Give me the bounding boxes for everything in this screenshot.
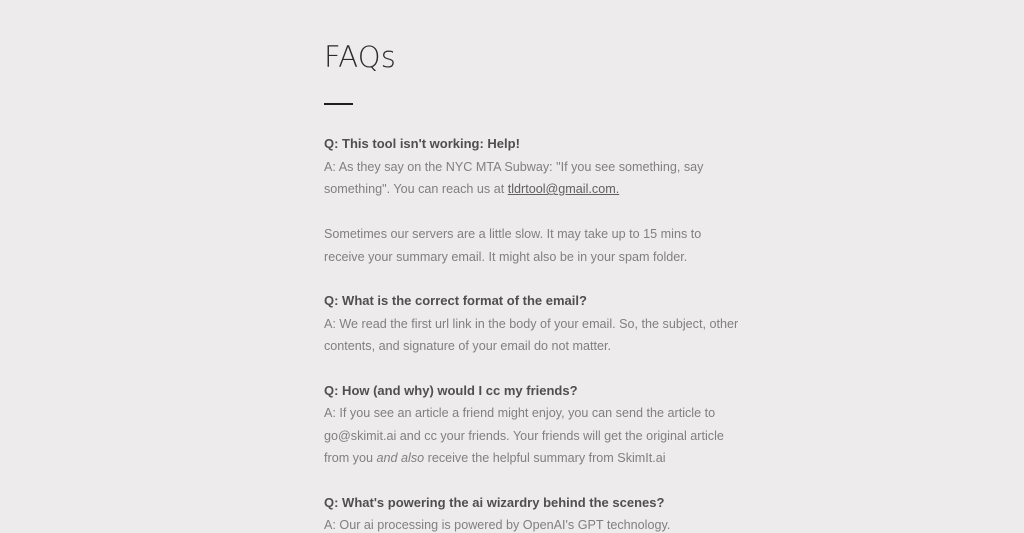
support-email-link[interactable]: tldrtool@gmail.com. xyxy=(507,182,620,196)
faq-answer xyxy=(324,156,744,201)
faq-answer: A: We read the first url link in the body of your email. So, the subject, other contents, and signature of your email do not matter. xyxy=(324,316,739,353)
faq-item-ai-powering xyxy=(324,492,744,533)
title-divider xyxy=(324,103,353,105)
faq-answer xyxy=(324,402,744,470)
faq-answer-emphasis: and also xyxy=(376,451,425,465)
faq-answer-followup: Sometimes our servers are a little slow. It may take up to 15 mins to receive your summary email. It might also be in your spam folder. xyxy=(324,227,702,264)
faq-answer-text: A: As they say on the NYC MTA Subway: "If you see something, say something". You can reach us at xyxy=(324,159,704,196)
faq-question: Q: This tool isn't working: Help! xyxy=(324,136,520,151)
faq-item-tool-not-working xyxy=(324,133,744,268)
faq-question: Q: What is the correct format of the email? xyxy=(324,293,587,308)
faq-answer-text: A: If you see an article a friend might enjoy, you can send the article to go@skimit.ai and cc your friends. Your friends will get the original article from you xyxy=(324,406,724,465)
faq-content xyxy=(324,38,744,533)
faq-item-cc-friends xyxy=(324,380,744,470)
faq-answer: A: Our ai processing is powered by OpenAI's GPT technology. xyxy=(324,518,671,532)
faq-item-email-format xyxy=(324,290,744,358)
faq-question: Q: How (and why) would I cc my friends? xyxy=(324,382,578,398)
page-title: FAQs xyxy=(324,40,397,74)
faq-answer-text-end: receive the helpful summary from SkimIt.ai xyxy=(424,451,666,465)
faq-question: Q: What's powering the ai wizardry behind the scenes? xyxy=(324,494,665,510)
